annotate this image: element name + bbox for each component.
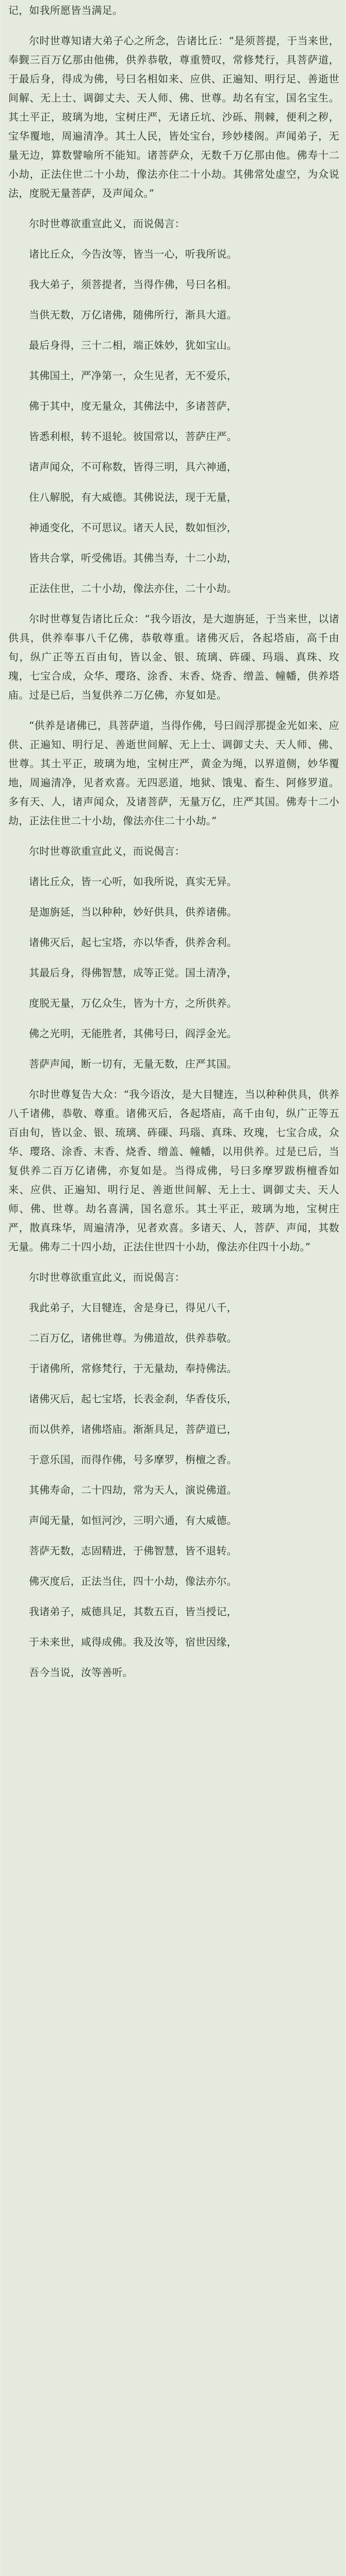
verse: 诸佛灭后，起七宝塔，亦以华香，供养舍利。 (29, 936, 237, 948)
paragraph: 尔时世尊知诸大弟子心之所念，告诸比丘：“是须菩提，于当来世，奉觐三百万亿那由他佛，供养恭敬，尊重赞叹，常修梵行，具菩萨道，于最后身，得成为佛，号曰名相如来、应供、正遍知、明行足、善逝世间解、无上士、调御丈夫、天人师、佛、世尊。劫名有宝，国名宝生。其土平正，玻璃为地，宝树庄严，无诸丘坑、沙砾、荆棘，便利之秽，宝华覆地，周遍清净。其土人民，皆处宝台，珍妙楼阁。声闻弟子，无量无边，算数譬喻所不能知。诸菩萨众，无数千万亿那由他。佛寿十二小劫，正法住世二十小劫，像法亦住二十小劫。其佛常处虚空，为众说法，度脱无量菩萨，及声闻众。” (8, 35, 339, 199)
verse: 皆共合掌，听受佛语。其佛当寿，十二小劫， (29, 552, 237, 564)
verse: 其佛寿命，二十四劫，常为天人，演说佛道。 (29, 1484, 237, 1496)
verse: 佛之光明，无能胜者，其佛号曰，阎浮金光。 (29, 1027, 237, 1040)
verse: 皆悉利根，转不退轮。彼国常以，菩萨庄严。 (29, 430, 237, 443)
paragraph: “供养是诸佛已，具菩萨道，当得作佛，号曰阎浮那提金光如来、应供、正遍知、明行足、善逝世间解、无上士、调御丈夫、天人师、佛、世尊。其土平正，玻璃为地，宝树庄严，黄金为绳，以界道侧，妙华覆地，周遍清净，见者欢喜。无四恶道，地狱、饿鬼、畜生、阿修罗道。多有天、人，诸声闻众，及诸菩萨，无量万亿，庄严其国。佛寿十二小劫，正法住世二十小劫，像法亦住二十小劫。” (8, 719, 339, 827)
verse: 于诸佛所，常修梵行，于无量劫，奉持佛法。 (29, 1362, 237, 1375)
verse: 菩萨无数，志固精进，于佛智慧，皆不退转。 (29, 1545, 237, 1557)
verse: 于未来世，咸得成佛。我及汝等，宿世因缘， (29, 1636, 237, 1648)
verse: 菩萨声闻，断一切有，无量无数，庄严其国。 (29, 1058, 237, 1070)
verse: 诸佛灭后，起七宝塔，长表金刹，华香伎乐， (29, 1393, 237, 1405)
verse: 我诸弟子，威德具足，其数五百，皆当授记， (29, 1605, 237, 1618)
paragraph: 尔时世尊欲重宣此义，而说偈言： (29, 1271, 185, 1283)
verse: 于意乐国，而得作佛，号多摩罗，栴檀之香。 (29, 1453, 237, 1466)
verse: 我大弟子，须菩提者，当得作佛，号曰名相。 (29, 278, 237, 291)
verse: 吾今当说，汝等善听。 (29, 1666, 133, 1679)
verse: 当供无数，万亿诸佛，随佛所行，渐具大道。 (29, 309, 237, 321)
verse: 佛灭度后，正法当住，四十小劫，像法亦尔。 (29, 1575, 237, 1587)
paragraph: 尔时世尊欲重宣此义，而说偈言： (29, 845, 185, 857)
verse: 其佛国土，严净第一，众生见者，无不爱乐， (29, 369, 237, 382)
verse: 声闻无量，如恒河沙，三明六通，有大威德。 (29, 1514, 237, 1527)
verse: 而以供养，诸佛塔庙。渐渐具足，菩萨道已， (29, 1423, 237, 1435)
verse: 其最后身，得佛智慧，成等正觉。国土清净， (29, 967, 237, 979)
verse: 住八解脱，有大威德。其佛说法，现于无量， (29, 491, 237, 503)
verse: 诸声闻众，不可称数，皆得三明，具六神通， (29, 461, 237, 473)
verse: 最后身得，三十二相，端正姝妙，犹如宝山。 (29, 339, 237, 351)
paragraph: 尔时世尊复告大众：“我今语汝，是大目犍连，当以种种供具，供养八千诸佛，恭敬、尊重。诸佛灭后，各起塔庙，高千由旬，纵广正等五百由旬，皆以金、银、琉璃、砗磲、玛瑙、真珠、玫瑰，七宝合成，众华、璎珞、涂香、末香、烧香、缯盖、幢幡，以用供养。过是已后，当复供养二百万亿诸佛，亦复如是。当得成佛，号曰多摩罗跋栴檀香如来、应供、正遍知、明行足、善逝世间解、无上士、调御丈夫、天人师、佛、世尊。劫名喜满，国名意乐。其土平正，玻璃为地，宝树庄严，散真珠华，周遍清净，见者欢喜。多诸天、人，菩萨、声闻，其数无量。佛寿二十四小劫，正法住世四十小劫，像法亦住四十小劫。” (8, 1088, 339, 1253)
verse: 诸比丘众，今告汝等，皆当一心，听我所说。 (29, 248, 237, 260)
verse: 神通变化，不可思议。诸天人民，数如恒沙， (29, 521, 237, 534)
content-panel (2, 0, 344, 2576)
verse: 我此弟子，大目犍连，舍是身已，得见八千， (29, 1301, 237, 1314)
verse: 是迦旃延，当以种种，妙好供具，供养诸佛。 (29, 906, 237, 918)
paragraph: 尔时世尊欲重宣此义，而说偈言： (29, 217, 185, 230)
verse: 二百万亿，诸佛世尊。为佛道故，供养恭敬。 (29, 1332, 237, 1344)
verse: 诸比丘众，皆一心听，如我所说，真实无异。 (29, 875, 237, 888)
verse: 正法住世，二十小劫，像法亦住，二十小劫。 (29, 582, 237, 595)
paragraph: 尔时世尊复告诸比丘众：“我今语汝，是大迦旃延，于当来世，以诸供具，供养奉事八千亿佛，恭敬尊重。诸佛灭后，各起塔庙，高千由旬，纵广正等五百由旬，皆以金、银、琉璃、砗磲、玛瑙、真珠、玫瑰，七宝合成，众华、璎珞、涂香、末香、烧香、缯盖、幢幡，供养塔庙。过是已后，当复供养二万亿佛，亦复如是。 (8, 613, 339, 701)
verse: 佛于其中，度无量众，其佛法中，多诸菩萨， (29, 400, 237, 412)
verse: 度脱无量，万亿众生，皆为十方，之所供养。 (29, 997, 237, 1009)
scripture-text (8, 1, 339, 1693)
paragraph: 记，如我所愿皆当满足。 (8, 4, 123, 16)
